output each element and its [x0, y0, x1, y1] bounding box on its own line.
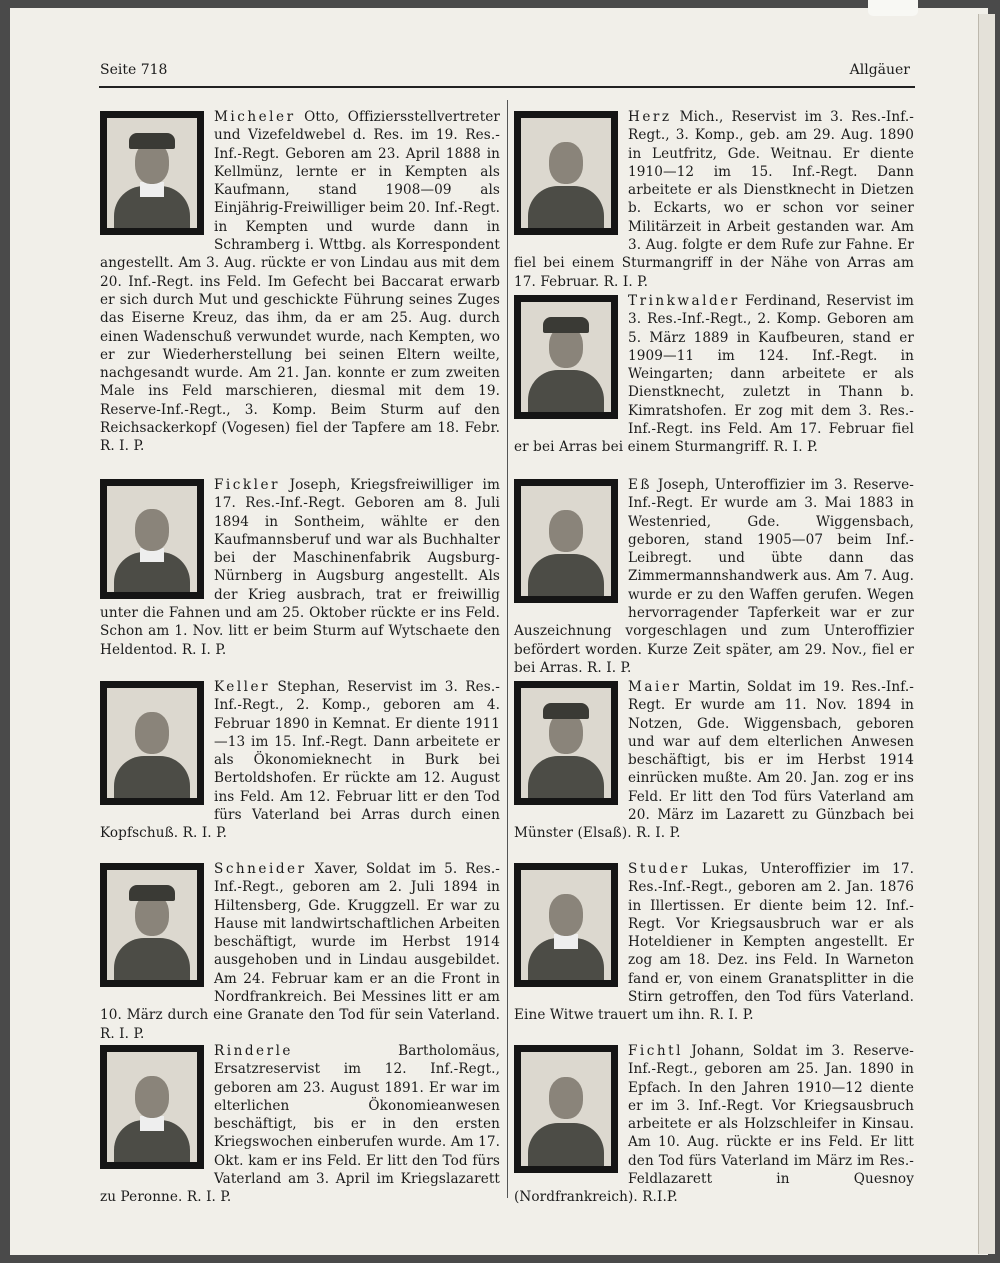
portrait-photo	[514, 479, 618, 603]
entry-surname: Studer	[628, 861, 690, 877]
obituary-entry	[514, 476, 914, 677]
portrait-photo	[514, 295, 618, 419]
entry-rip: R. I. P.	[177, 641, 227, 658]
entry-rip: R. I. P.	[178, 825, 228, 842]
entry-surname: Fickler	[214, 477, 281, 493]
entry-rip: R. I. P.	[769, 439, 818, 456]
portrait-photo	[100, 1045, 204, 1169]
entry-text: Bartholomäus, Ersatzreservist im 12. Inf.-Regt., geboren am 23. August 1891. Er war im elterlichen Ökonomieanwesen beschäftigt, bis er in den ersten Kriegswochen einberufen wurde. Am 17. Okt. kam er ins Feld. Er litt den Tod fürs Vaterland am 3. April im Kriegslazarett zu Peronne.	[100, 1043, 500, 1206]
portrait-photo	[514, 111, 618, 235]
entry-surname: Keller	[214, 679, 271, 695]
header-rule	[99, 86, 915, 88]
entry-text: Stephan, Reservist im 3. Res.-Inf.-Regt., 2. Komp., geboren am 4. Februar 1890 in Kemnat. Er diente 1911—13 im 15. Inf.-Regt. Dann arbeitete er als Ökonomieknecht in Burk bei Bertoldshofen. Er rückte am 12. August ins Feld. Am 12. Februar litt er den Tod fürs Vaterland bei Arras durch einen Kopfschuß.	[100, 679, 500, 842]
entry-surname: Maier	[628, 679, 682, 695]
obituary-entry	[514, 292, 914, 457]
portrait-photo	[514, 863, 618, 987]
entry-text: Joseph, Unteroffizier im 3. Reserve-Inf.-Regt. Er wurde am 3. Mai 1883 in Westenried, Gde. Wiggensbach, geboren, stand 1905—07 beim Inf.-Leibregt. und übte dann das Zimmermannshandwerk aus. Am 7. Aug. wurde er zu den Waffen gerufen. Wegen hervorragender Tapferkeit war er zur Auszeichnung vorgeschlagen und zum Unteroffizier befördert worden. Kurze Zeit später, am 29. Nov., fiel er bei Arras.	[514, 477, 914, 676]
page-number: Seite 718	[100, 62, 168, 78]
entry-rip: R. I. P.	[599, 273, 649, 290]
entry-rip: R. I. P.	[182, 1189, 232, 1206]
obituary-entry	[100, 476, 500, 659]
portrait-photo	[514, 681, 618, 805]
entry-surname: Eß	[628, 477, 653, 493]
entry-surname: Fichtl	[628, 1043, 683, 1059]
entry-rip: R. I. P.	[631, 825, 681, 842]
entry-text: Joseph, Kriegsfreiwilliger im 17. Res.-Inf.-Regt. Geboren am 8. Juli 1894 in Sontheim, wählte er den Kaufmannsberuf und war als Buchhalter bei der Maschinenfabrik Augsburg-Nürnberg in Augsburg angestellt. Als der Krieg ausbrach, trat er freiwillig unter die Fahnen und am 25. Oktober rückte er ins Feld. Schon am 1. Nov. litt er beim Sturm auf Wytschaete den Heldentod.	[100, 477, 500, 658]
entry-surname: Schneider	[214, 861, 307, 877]
entry-text: Mich., Reservist im 3. Res.-Inf.-Regt., 3. Komp., geb. am 29. Aug. 1890 in Leutfritz, Gde. Weitnau. Er diente 1910—12 im 15. Inf.-Regt. Dann arbeitete er als Dienstknecht in Dietzen b. Eckarts, wo er schon vor seiner Militärzeit in Arbeit gestanden war. Am 3. Aug. folgte er dem Rufe zur Fahne. Er fiel bei einem Sturmangriff in der Nähe von Arras am 17. Februar.	[514, 109, 914, 290]
column-divider	[507, 100, 508, 1198]
page-edge	[978, 14, 995, 1254]
page-header	[100, 62, 910, 84]
obituary-entry	[514, 1042, 914, 1207]
entry-rip: R. I. P.	[704, 1007, 754, 1024]
portrait-photo	[514, 1045, 618, 1173]
obituary-entry	[100, 860, 500, 1043]
entry-text: Johann, Soldat im 3. Reserve-Inf.-Regt., geboren am 25. Jan. 1890 in Epfach. In den Jahren 1910—12 diente er im 3. Inf.-Regt. Vor Kriegsausbruch arbeitete er als Holzschleifer in Kinsau. Am 10. Aug. rückte er ins Feld. Er litt den Tod fürs Vaterland im März im Res.-Feldlazarett in Quesnoy (Nordfrankreich).	[514, 1043, 914, 1206]
entry-text: Ferdinand, Reservist im 3. Res.-Inf.-Regt., 2. Komp. Geboren am 5. März 1889 in Kaufbeuren, stand er 1909—11 im 124. Inf.-Regt. in Weingarten; dann arbeitete er als Dienstknecht, zuletzt in Thann b. Kimratshofen. Er zog mit dem 3. Res.-Inf.-Regt. ins Feld. Am 17. Februar fiel er bei Arras bei einem Sturmangriff.	[514, 293, 914, 456]
entry-text: Otto, Offiziersstellvertreter und Vizefeldwebel d. Res. im 19. Res.-Inf.-Regt. Geboren am 23. April 1888 in Kellmünz, lernte er in Kempten als Kaufmann, stand 1908—09 als Einjährig-Freiwilliger beim 20. Inf.-Regt. in Kempten und wurde dann in Schramberg i. Wttbg. als Korrespondent angestellt. Am 3. Aug. rückte er von Lindau aus mit dem 20. Inf.-Regt. ins Feld. Im Gefecht bei Baccarat erwarb er sich durch Mut und geschickte Führung seines Zuges das Eiserne Kreuz, das ihm, da er am 25. Aug. durch einen Wadenschuß verwundet wurde, nach Kempten, wo er zur Wiederherstellung bei seinen Eltern weilte, nachgesandt wurde. Am 21. Jan. konnte er zum zweiten Male ins Feld marschieren, diesmal mit dem 19. Reserve-Inf.-Regt., 3. Komp. Beim Sturm auf den Reichsackerkopf (Vogesen) fiel der Tapfere am 18. Febr.	[100, 109, 500, 437]
portrait-photo	[100, 479, 204, 599]
obituary-entry	[100, 1042, 500, 1207]
portrait-photo	[100, 681, 204, 805]
portrait-photo	[100, 863, 204, 987]
entry-rip: R. I. P.	[100, 1025, 145, 1042]
entry-surname: Micheler	[214, 109, 296, 125]
entry-surname: Trinkwalder	[628, 293, 740, 309]
obituary-entry	[100, 678, 500, 843]
obituary-entry	[100, 108, 500, 456]
obituary-entry	[514, 678, 914, 843]
entry-text: Lukas, Unteroffizier im 17. Res.-Inf.-Regt., geboren am 2. Jan. 1876 in Illertissen. Er diente beim 12. Inf.-Regt. Vor Kriegsausbruch war er als Hoteldiener in Kempten angestellt. Er zog am 18. Dez. ins Feld. In Warneton fand er, von einem Granatsplitter in die Stirn getroffen, den Tod fürs Vaterland. Eine Witwe trauert um ihn.	[514, 861, 914, 1024]
obituary-entry	[514, 108, 914, 291]
entry-surname: Herz	[628, 109, 672, 125]
entry-rip: R. I. P.	[582, 659, 632, 676]
portrait-photo	[100, 111, 204, 235]
entry-rip: R. I. P.	[100, 438, 145, 455]
entry-text: Xaver, Soldat im 5. Res.-Inf.-Regt., geboren am 2. Juli 1894 in Hiltensberg, Gde. Kruggzell. Er war zu Hause mit landwirtschaftlichen Arbeiten beschäftigt, wurde im Herbst 1914 ausgehoben und in Lindau ausgebildet. Am 24. Februar kam er an die Front in Nordfrankreich. Bei Messines litt er am 10. März durch eine Granate den Tod für sein Vaterland.	[100, 861, 500, 1024]
obituary-entry	[514, 860, 914, 1025]
publication-title: Allgäuer	[849, 62, 910, 78]
entry-rip: R.I.P.	[637, 1189, 678, 1206]
entry-text: Martin, Soldat im 19. Res.-Inf.-Regt. Er wurde am 11. Nov. 1894 in Notzen, Gde. Wiggensbach, geboren und war auf dem elterlichen Anwesen beschäftigt, bis er im Herbst 1914 einrücken mußte. Am 20. Jan. zog er ins Feld. Er litt den Tod fürs Vaterland am 20. März im Lazarett zu Günzbach bei Münster (Elsaß).	[514, 679, 914, 842]
binder-clip	[868, 0, 918, 16]
entry-surname: Rinderle	[214, 1043, 293, 1059]
